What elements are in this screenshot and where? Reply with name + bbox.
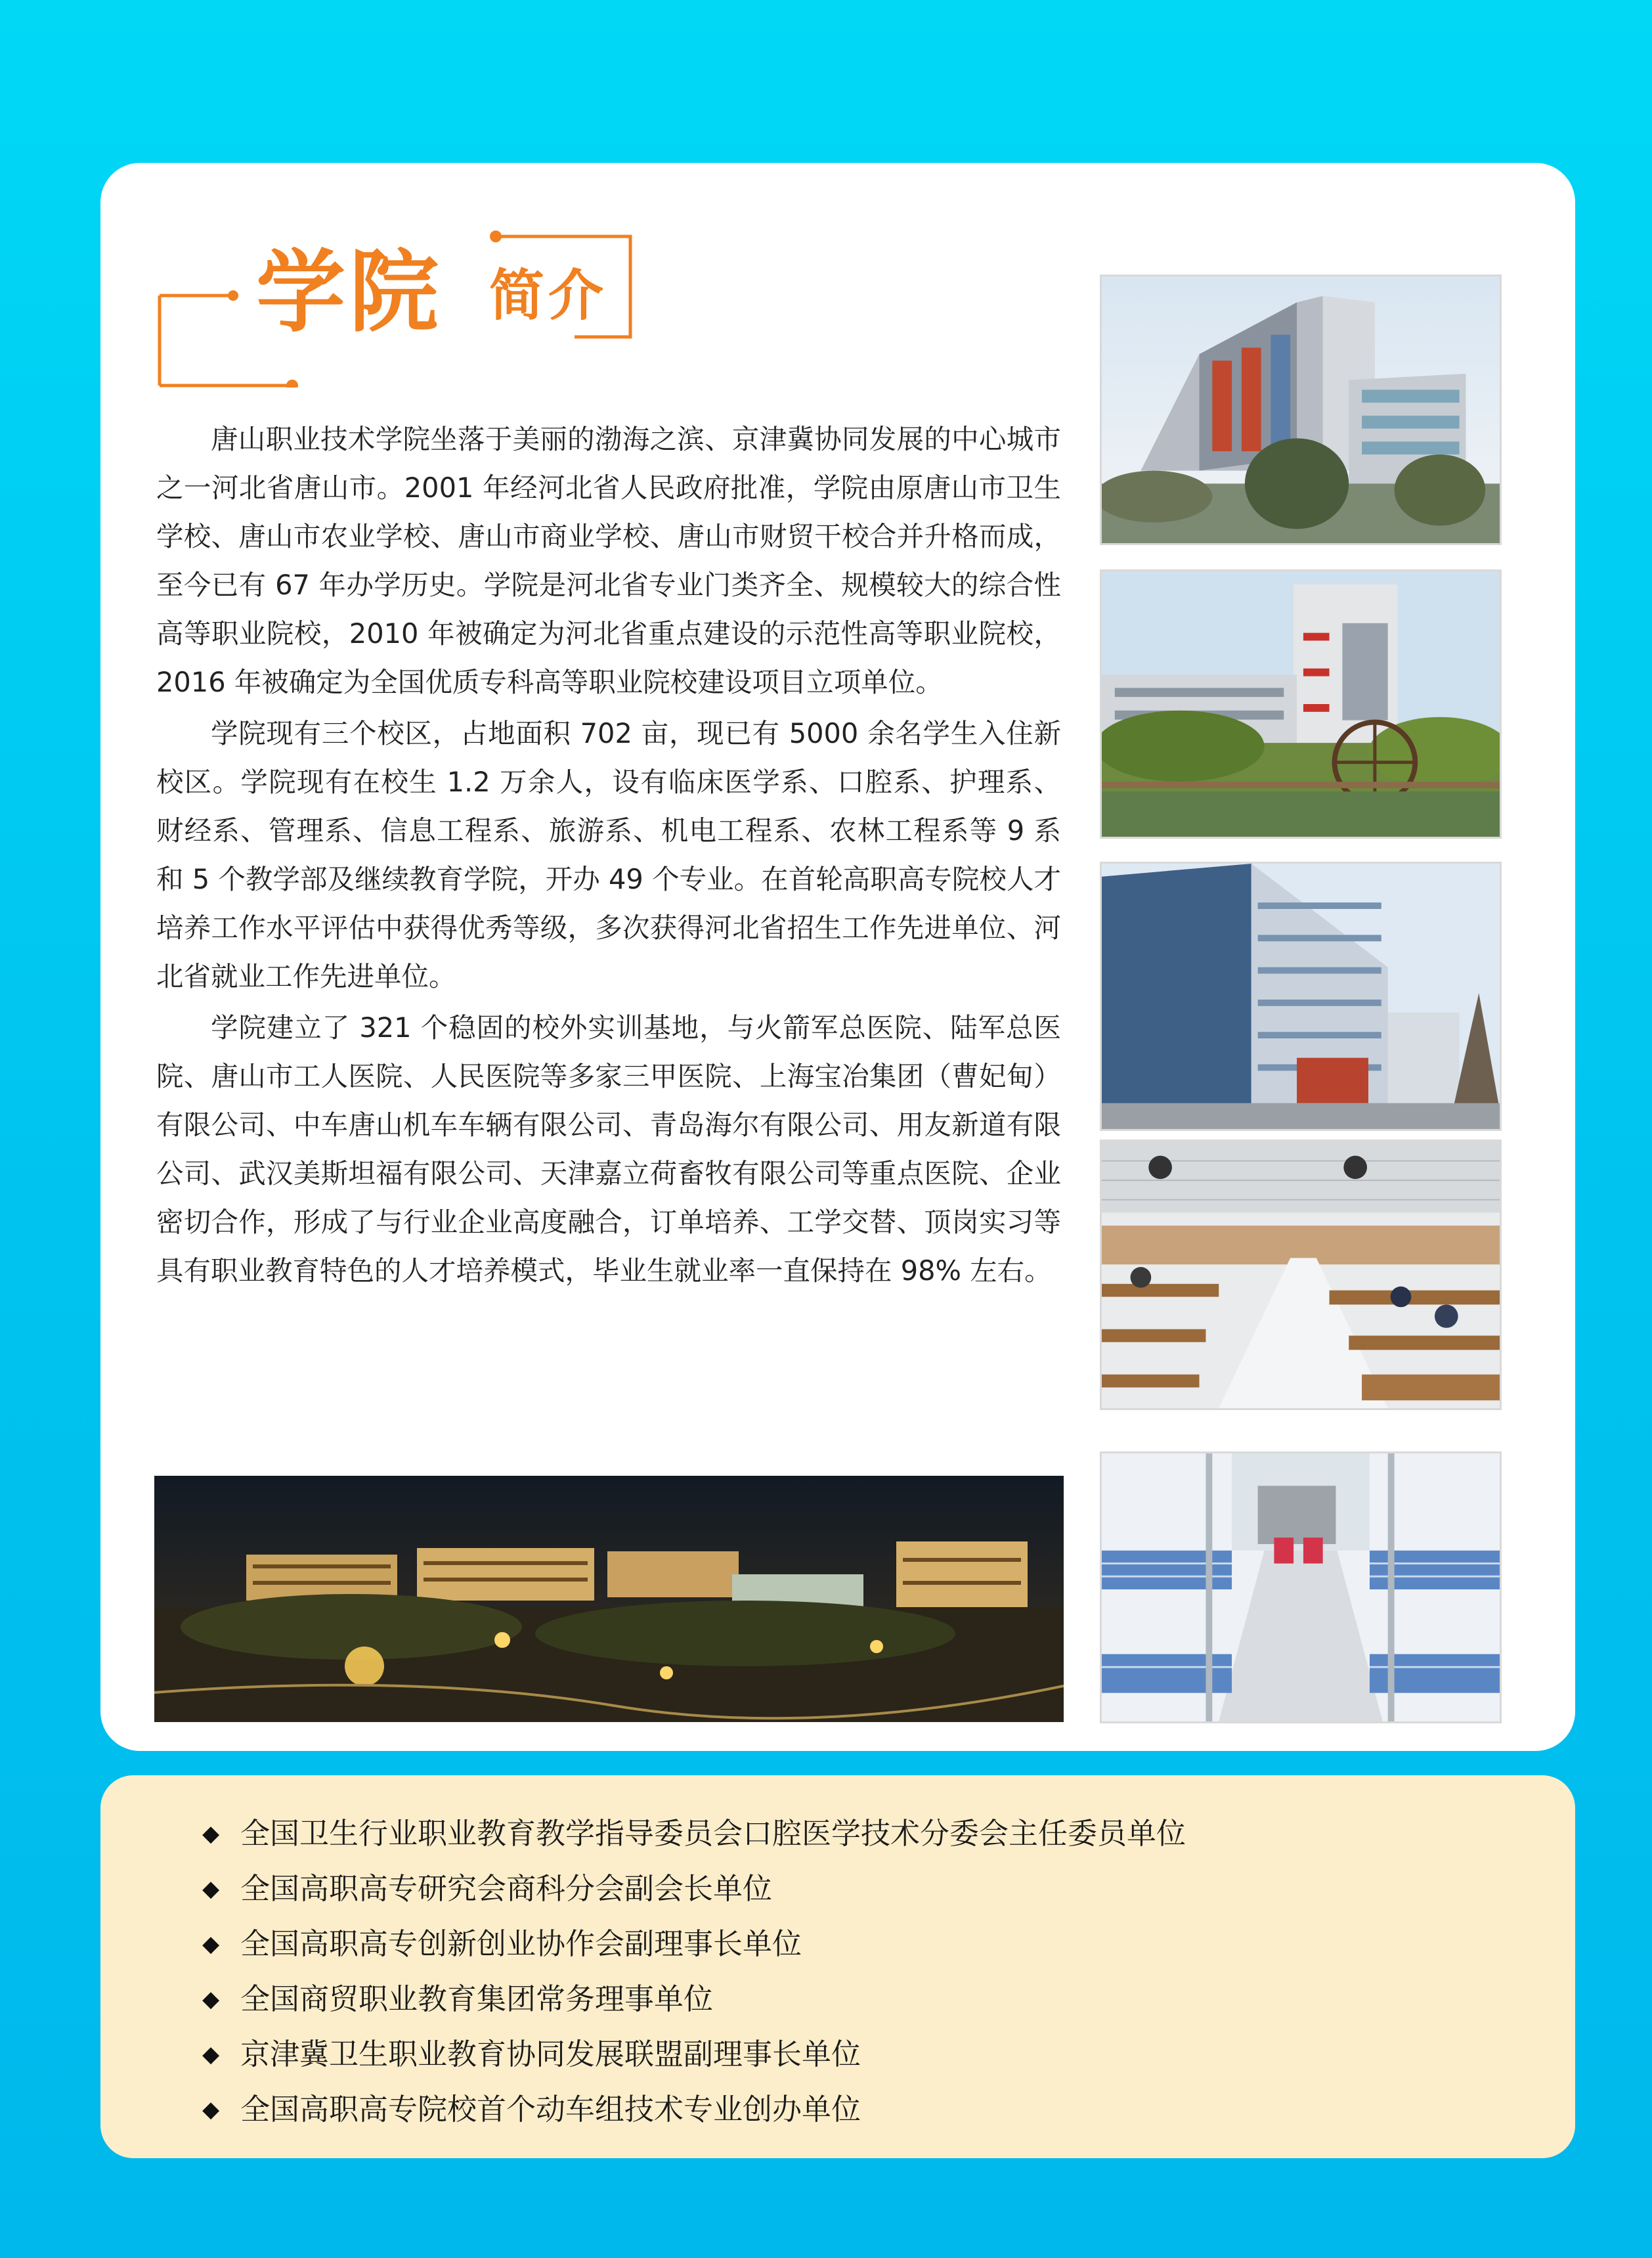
honor-item [202, 1806, 1186, 1861]
diamond-bullet-icon: ◆ [202, 1876, 220, 1902]
honors-list [202, 1806, 1186, 2137]
diamond-bullet-icon: ◆ [202, 2096, 220, 2123]
honor-item [202, 2027, 1186, 2082]
diamond-bullet-icon: ◆ [202, 1986, 220, 2012]
honor-item [202, 1861, 1186, 1916]
photo-water-wheel [1100, 569, 1502, 839]
heading-main: 学院 [256, 241, 443, 345]
diamond-bullet-icon: ◆ [202, 1821, 220, 1847]
intro-paragraph-2: 学院现有三个校区，占地面积 702 亩，现已有 5000 余名学生入住新校区。学院现有在校生 1.2 万余人，设有临床医学系、口腔系、护理系、财经系、管理系、信息工程系、旅游系、机电工程系、农林工程系等 9 系和 5 个教学部及继续教育学院，开办 49 个专业。在首轮高职高专院校人才培养工作水平评估中获得优秀等级，多次获得河北省招生工作先进单位、河北省就业工作先进单位。 [156, 717, 1061, 992]
honor-item [202, 1916, 1186, 1972]
diamond-bullet-icon: ◆ [202, 1931, 220, 1957]
honor-text: 全国商贸职业教育集团常务理事单位 [240, 1981, 714, 2016]
honor-text: 全国高职高专创新创业协作会副理事长单位 [240, 1926, 802, 1961]
honor-item [202, 2082, 1186, 2137]
honor-text: 全国卫生行业职业教育教学指导委员会口腔医学技术分委会主任委员单位 [240, 1816, 1186, 1851]
honor-text: 全国高职高专院校首个动车组技术专业创办单位 [240, 2092, 861, 2127]
photo-canteen [1100, 1140, 1502, 1410]
diamond-bullet-icon: ◆ [202, 2041, 220, 2068]
honor-text: 全国高职高专研究会商科分会副会长单位 [240, 1871, 773, 1906]
photo-night-campus [154, 1476, 1064, 1722]
heading-sub: 简介 [489, 263, 608, 328]
photo-teaching-building [1100, 862, 1502, 1131]
intro-paragraph-3: 学院建立了 321 个稳固的校外实训基地，与火箭军总医院、陆军总医院、唐山市工人医院、人民医院等多家三甲医院、上海宝冶集团（曹妃甸）有限公司、中车唐山机车车辆有限公司、青岛海尔有限公司、用友新道有限公司、武汉美斯坦福有限公司、天津嘉立荷畜牧有限公司等重点医院、企业密切合作，形成了与行业企业高度融合，订单培养、工学交替、顶岗实习等具有职业教育特色的人才培养模式，毕业生就业率一直保持在 98% 左右。 [156, 1011, 1061, 1287]
intro-paragraph-1: 唐山职业技术学院坐落于美丽的渤海之滨、京津冀协同发展的中心城市之一河北省唐山市。2001 年经河北省人民政府批准，学院由原唐山市卫生学校、唐山市农业学校、唐山市商业学校、唐山市财贸干校合并升格而成，至今已有 67 年办学历史。学院是河北省专业门类齐全、规模较大的综合性高等职业院校，2010 年被确定为河北省重点建设的示范性高等职业院校，2016 年被确定为全国优质专科高等职业院校建设项目立项单位。 [156, 423, 1061, 698]
intro-text [156, 415, 1061, 1298]
honor-item [202, 1972, 1186, 2027]
honor-text: 京津冀卫生职业教育协同发展联盟副理事长单位 [240, 2037, 861, 2071]
photo-main-building [1100, 275, 1502, 545]
photo-dormitory [1100, 1451, 1502, 1723]
